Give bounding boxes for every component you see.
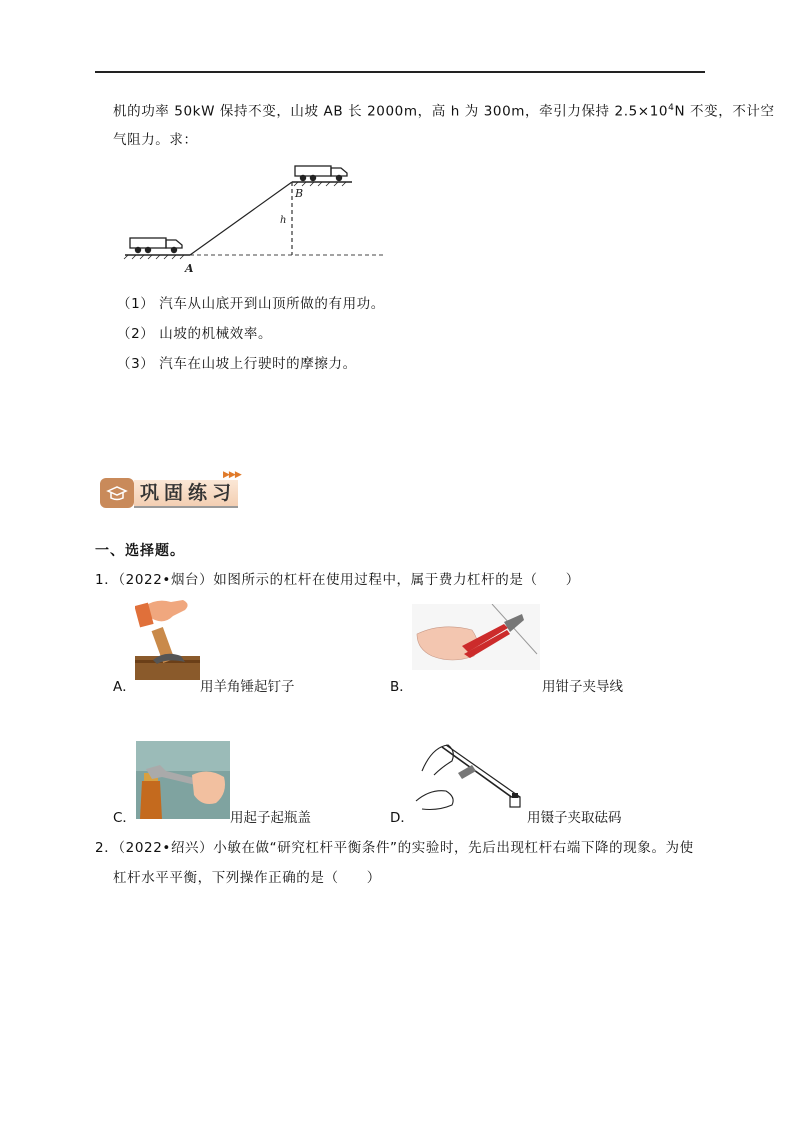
sub-question-1: （1） 汽车从山底开到山顶所做的有用功。 <box>117 296 385 312</box>
option-d-text: 用镊子夹取砝码 <box>527 810 622 826</box>
pliers-gripping-wire-image <box>412 604 540 670</box>
graduation-cap-icon <box>100 478 134 508</box>
problem-line-2: 气阻力。求： <box>113 132 198 148</box>
sub-question-2: （2） 山坡的机械效率。 <box>117 326 273 342</box>
bottle-opener-image <box>136 741 230 819</box>
option-a-text: 用羊角锤起钉子 <box>200 679 295 695</box>
point-a-label: A <box>185 262 194 275</box>
section-banner <box>100 472 250 512</box>
sub-question-3: （3） 汽车在山坡上行驶时的摩擦力。 <box>117 356 357 372</box>
truck-bottom-icon <box>130 238 182 253</box>
truck-top-icon <box>295 166 347 181</box>
height-h-label: h <box>280 215 287 226</box>
tweezers-picking-weight-image <box>412 741 527 819</box>
option-b-text: 用钳子夹导线 <box>542 679 623 695</box>
slope-diagram <box>120 160 390 275</box>
header-rule <box>95 71 705 73</box>
banner-arrows-icon: ▶▶▶ <box>223 470 241 480</box>
problem-line-1: 机的功率 50kW 保持不变，山坡 AB 长 2000m，高 h 为 300m，牵引力保持 $2.5\times 10^4N$ 不变，不计空 <box>113 103 775 120</box>
question-1-stem: 1．（2022•烟台）如图所示的杠杆在使用过程中，属于费力杠杆的是（ ） <box>95 572 580 588</box>
option-c-text: 用起子起瓶盖 <box>230 810 311 826</box>
question-2-line-1: 2．（2022•绍兴）小敏在做“研究杠杆平衡条件”的实验时，先后出现杠杆右端下降的现象。为使 <box>95 840 694 856</box>
banner-title: 巩固练习 <box>140 482 237 504</box>
option-a-letter: A． <box>113 679 136 695</box>
option-d-letter: D． <box>390 810 414 826</box>
section-title: 一、选择题。 <box>95 543 185 559</box>
point-b-label: B <box>295 187 304 200</box>
option-c-letter: C． <box>113 810 136 826</box>
question-2-line-2: 杠杆水平平衡，下列操作正确的是（ ） <box>113 870 381 886</box>
option-b-letter: B． <box>390 679 413 695</box>
hammer-pulling-nail-image <box>135 598 200 680</box>
